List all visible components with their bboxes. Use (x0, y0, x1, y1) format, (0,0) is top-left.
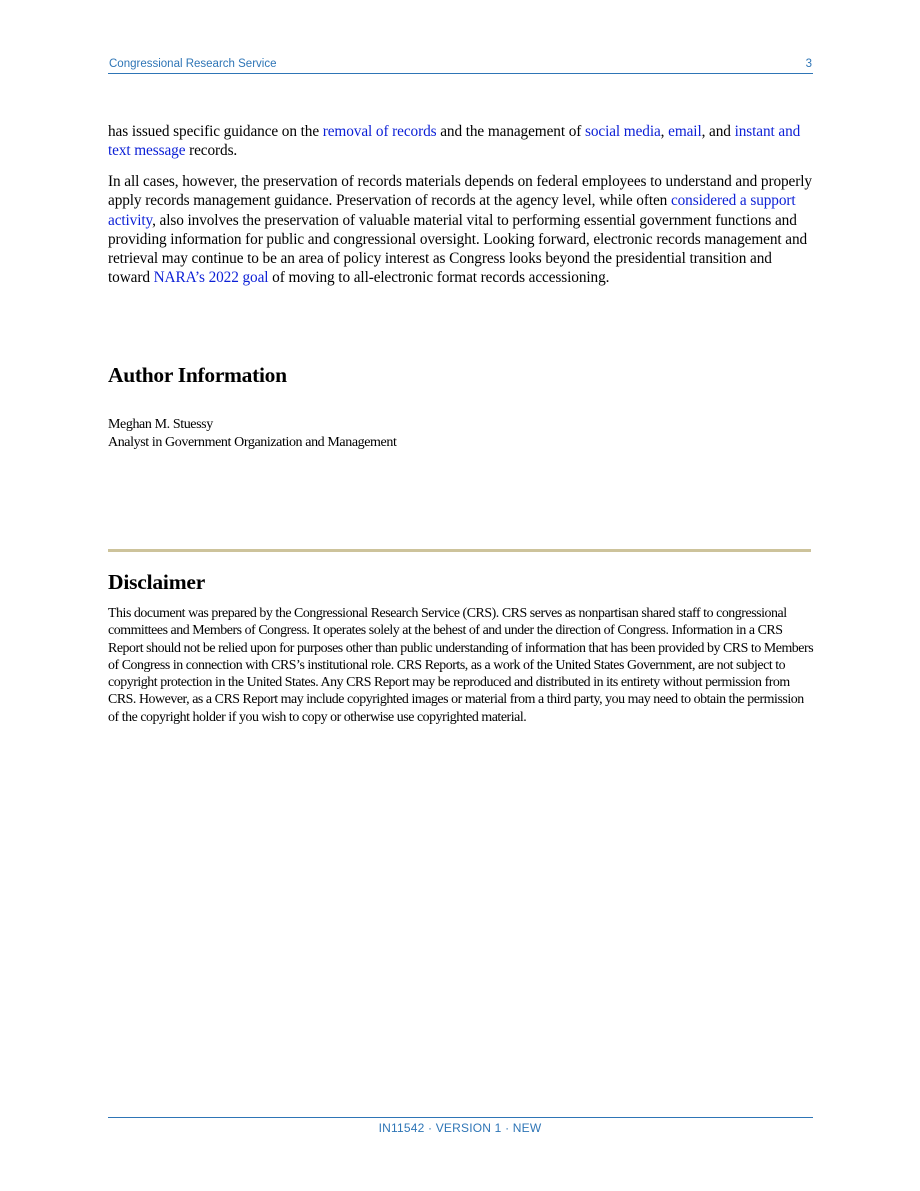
footer-divider (108, 1117, 813, 1118)
header-title: Congressional Research Service (109, 58, 277, 70)
paragraph-text: and the management of (436, 123, 585, 140)
paragraph-text: records. (185, 142, 238, 160)
author-name: Meghan M. Stuessy (108, 417, 213, 432)
paragraph-text: In all cases, however, the preservation of records materials depends on federal employees to understand and properly apply records management guidance. Preservation of records at the agency level, while often (108, 173, 812, 210)
author-information-heading: Author Information (108, 363, 287, 387)
removal-of-records-link[interactable]: removal of records (322, 123, 437, 140)
paragraph-text: of moving to all-electronic format records accessioning. (268, 269, 610, 287)
paragraph-text: , and (701, 123, 735, 140)
disclaimer-heading: Disclaimer (108, 570, 206, 594)
social-media-link[interactable]: social media (584, 123, 661, 140)
email-link[interactable]: email (668, 123, 702, 140)
paragraph-text: has issued specific guidance on the (108, 123, 323, 140)
author-block (108, 416, 396, 452)
instant-text-message-link[interactable]: instant and text message (108, 123, 801, 160)
paragraph-text: , also involves the preservation of valuable material vital to performing essential government functions and providing information for public and congressional oversight. Looking forward, electronic records management and retrieval may continue to be an area of policy interest as Congress looks beyond the presidential transition and toward (108, 211, 808, 287)
body-paragraph-2 (108, 172, 814, 288)
footer-report-id: IN11542 · VERSION 1 · NEW (378, 1121, 542, 1135)
disclaimer-text: This document was prepared by the Congressional Research Service (CRS). CRS serves as nonpartisan shared staff to congressional committees and Members of Congress. It operates solely at the behest of and under the direction of Congress. Information in a CRS Report should not be relied upon for purposes other than public understanding of information that has been provided by CRS to Members of Congress in connection with CRS’s institutional role. CRS Reports, as a work of the United States Government, are not subject to copyright protection in the United States. Any CRS Report may be reproduced and distributed in its entirety without permission from CRS. However, as a CRS Report may include copyrighted images or material from a third party, you may need to obtain the permission of the copyright holder if you wish to copy or otherwise use copyrighted material. (108, 606, 814, 725)
support-activity-link[interactable]: considered a support activity (108, 192, 796, 229)
nara-2022-goal-link[interactable]: NARA’s 2022 goal (153, 269, 269, 287)
page-header (108, 56, 813, 74)
section-divider (108, 549, 811, 552)
paragraph-text: , (660, 123, 669, 140)
author-title: Analyst in Government Organization and Management (108, 435, 397, 450)
page-number: 3 (805, 58, 812, 70)
body-paragraph-1 (108, 122, 814, 161)
